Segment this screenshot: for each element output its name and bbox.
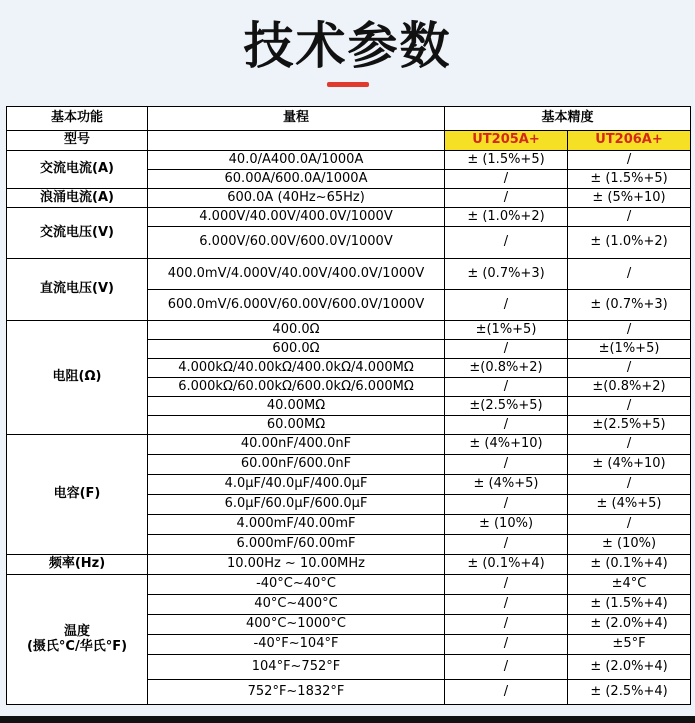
range-cell: 40.00nF/400.0nF (148, 435, 445, 455)
function-capacitance: 电容(F) (7, 435, 148, 555)
accuracy-ut205a: ±(2.5%+5) (445, 397, 568, 416)
function-resistance: 电阻(Ω) (7, 321, 148, 435)
range-cell: 4.000kΩ/40.00kΩ/400.0kΩ/4.000MΩ (148, 359, 445, 378)
range-cell: 104°F~752°F (148, 655, 445, 680)
accuracy-ut206a: ± (10%) (568, 535, 691, 555)
table-row (7, 151, 691, 170)
range-cell: 752°F~1832°F (148, 680, 445, 705)
accuracy-ut205a: / (445, 378, 568, 397)
accuracy-ut206a: ± (5%+10) (568, 189, 691, 208)
range-cell: 6.000kΩ/60.00kΩ/600.0kΩ/6.000MΩ (148, 378, 445, 397)
table-row (7, 189, 691, 208)
table-row (7, 435, 691, 455)
range-cell: 6.000V/60.00V/600.0V/1000V (148, 227, 445, 259)
accuracy-ut205a: ± (4%+5) (445, 475, 568, 495)
accuracy-ut205a: ± (1.5%+5) (445, 151, 568, 170)
function-dc-voltage: 直流电压(V) (7, 259, 148, 321)
accuracy-ut205a: / (445, 635, 568, 655)
model-row (7, 131, 691, 151)
accuracy-ut206a: ± (1.5%+4) (568, 595, 691, 615)
accuracy-ut206a: ± (2.0%+4) (568, 615, 691, 635)
header-row (7, 107, 691, 131)
accuracy-ut205a: / (445, 595, 568, 615)
range-cell: 400.0Ω (148, 321, 445, 340)
accuracy-ut205a: / (445, 170, 568, 189)
range-cell: 4.000V/40.00V/400.0V/1000V (148, 208, 445, 227)
accuracy-ut205a: ±(1%+5) (445, 321, 568, 340)
bottom-divider (0, 716, 695, 723)
accuracy-ut206a: ±5°F (568, 635, 691, 655)
function-ac-current: 交流电流(A) (7, 151, 148, 189)
accuracy-ut206a: / (568, 397, 691, 416)
range-cell: 4.0μF/40.0μF/400.0μF (148, 475, 445, 495)
accuracy-ut205a: ± (0.7%+3) (445, 259, 568, 290)
accuracy-ut205a: ± (1.0%+2) (445, 208, 568, 227)
range-cell: 6.0μF/60.0μF/600.0μF (148, 495, 445, 515)
accuracy-ut205a: ±(0.8%+2) (445, 359, 568, 378)
range-cell: 40.0/A400.0A/1000A (148, 151, 445, 170)
accuracy-ut205a: / (445, 340, 568, 359)
range-cell: 600.0A (40Hz~65Hz) (148, 189, 445, 208)
accuracy-ut205a: / (445, 495, 568, 515)
accuracy-ut205a: ± (0.1%+4) (445, 555, 568, 575)
range-cell: 60.00A/600.0A/1000A (148, 170, 445, 189)
accuracy-ut205a: / (445, 455, 568, 475)
header-accuracy: 基本精度 (445, 107, 691, 131)
range-cell: 600.0Ω (148, 340, 445, 359)
accuracy-ut206a: ± (4%+5) (568, 495, 691, 515)
accuracy-ut205a: ± (4%+10) (445, 435, 568, 455)
accuracy-ut206a: / (568, 321, 691, 340)
accuracy-ut206a: ± (2.0%+4) (568, 655, 691, 680)
temperature-unit-label: (摄氏°C/华氏°F) (26, 638, 128, 654)
table-row (7, 555, 691, 575)
accuracy-ut206a: ± (2.5%+4) (568, 680, 691, 705)
function-inrush-current: 浪涌电流(A) (7, 189, 148, 208)
accuracy-ut206a: / (568, 359, 691, 378)
range-cell: 600.0mV/6.000V/60.00V/600.0V/1000V (148, 290, 445, 321)
accuracy-ut206a: ± (1.5%+5) (568, 170, 691, 189)
range-cell: 40°C~400°C (148, 595, 445, 615)
title-accent-line (327, 82, 369, 87)
accuracy-ut206a: ±(1%+5) (568, 340, 691, 359)
model-range-empty (148, 131, 445, 151)
accuracy-ut205a: / (445, 189, 568, 208)
accuracy-ut205a: ± (10%) (445, 515, 568, 535)
model-label: 型号 (7, 131, 148, 151)
accuracy-ut205a: / (445, 655, 568, 680)
accuracy-ut206a: ± (4%+10) (568, 455, 691, 475)
temperature-label: 温度 (63, 624, 90, 640)
range-cell: 400°C~1000°C (148, 615, 445, 635)
accuracy-ut206a: / (568, 151, 691, 170)
accuracy-ut206a: / (568, 515, 691, 535)
function-temperature (7, 575, 148, 705)
range-cell: 40.00MΩ (148, 397, 445, 416)
range-cell: 10.00Hz ~ 10.00MHz (148, 555, 445, 575)
range-cell: 6.000mF/60.00mF (148, 535, 445, 555)
accuracy-ut205a: / (445, 615, 568, 635)
function-frequency: 频率(Hz) (7, 555, 148, 575)
page-title: 技术参数 (243, 17, 452, 75)
range-cell: -40°C~40°C (148, 575, 445, 595)
header-range: 量程 (148, 107, 445, 131)
table-row (7, 321, 691, 340)
accuracy-ut205a: / (445, 535, 568, 555)
range-cell: 4.000mF/40.00mF (148, 515, 445, 535)
accuracy-ut205a: / (445, 575, 568, 595)
accuracy-ut206a: ±(0.8%+2) (568, 378, 691, 397)
table-row (7, 575, 691, 595)
range-cell: 60.00nF/600.0nF (148, 455, 445, 475)
accuracy-ut206a: / (568, 259, 691, 290)
spec-table (6, 106, 691, 705)
accuracy-ut206a: / (568, 435, 691, 455)
function-ac-voltage: 交流电压(V) (7, 208, 148, 259)
range-cell: 60.00MΩ (148, 416, 445, 435)
accuracy-ut206a: ± (1.0%+2) (568, 227, 691, 259)
accuracy-ut206a: ±4°C (568, 575, 691, 595)
accuracy-ut206a: ± (0.7%+3) (568, 290, 691, 321)
accuracy-ut205a: / (445, 290, 568, 321)
accuracy-ut206a: ± (0.1%+4) (568, 555, 691, 575)
model-ut205a: UT205A+ (445, 131, 568, 151)
table-row (7, 259, 691, 290)
accuracy-ut206a: / (568, 475, 691, 495)
table-row (7, 208, 691, 227)
accuracy-ut205a: / (445, 680, 568, 705)
accuracy-ut205a: / (445, 416, 568, 435)
model-ut206a: UT206A+ (568, 131, 691, 151)
range-cell: 400.0mV/4.000V/40.00V/400.0V/1000V (148, 259, 445, 290)
accuracy-ut205a: / (445, 227, 568, 259)
accuracy-ut206a: / (568, 208, 691, 227)
range-cell: -40°F~104°F (148, 635, 445, 655)
accuracy-ut206a: ±(2.5%+5) (568, 416, 691, 435)
header-function: 基本功能 (7, 107, 148, 131)
